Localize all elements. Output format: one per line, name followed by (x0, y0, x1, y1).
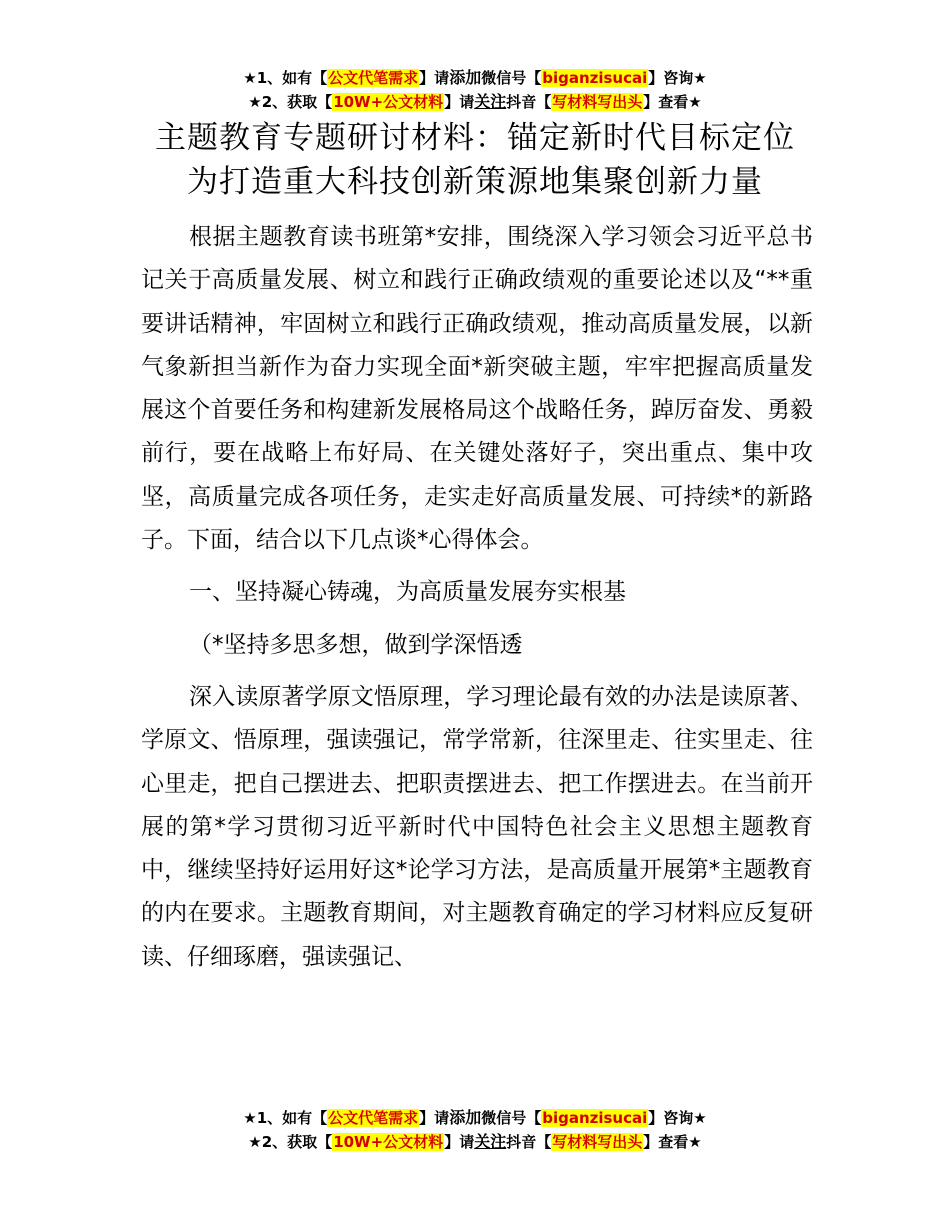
highlight-wechat-id: biganzisucai (542, 69, 648, 87)
highlight-service: 公文代笔需求 (328, 1109, 419, 1127)
document-title (0, 116, 950, 204)
highlight-materials: 10W+公文材料 (333, 1133, 444, 1151)
promo-line-2: ★2、获取【10W+公文材料】请关注抖音【写材料写出头】查看★ (248, 1132, 702, 1151)
promo-line-2: ★2、获取【10W+公文材料】请关注抖音【写材料写出头】查看★ (248, 92, 702, 111)
highlight-wechat-id: biganzisucai (542, 1109, 648, 1127)
bottom-promo-banner (0, 1106, 950, 1154)
title-line-2: 为打造重大科技创新策源地集聚创新力量 (187, 164, 763, 200)
promo-line-1: ★1、如有【公文代笔需求】请添加微信号【biganzisucai】咨询★ (243, 68, 707, 87)
top-promo-banner (0, 66, 950, 114)
promo-line-1: ★1、如有【公文代笔需求】请添加微信号【biganzisucai】咨询★ (243, 1108, 707, 1127)
paragraph-intro: 根据主题教育读书班第*安排，围绕深入学习领会习近平总书记关于高质量发展、树立和践行正确政绩观的重要论述以及“**重要讲话精神，牢固树立和践行正确政绩观，推动高质量发展，以新气象新担当新作为奋力实现全面*新突破主题，牢牢把握高质量发展这个首要任务和构建新发展格局这个战略任务，踔厉奋发、勇毅前行，要在战略上布好局、在关键处落好子，突出重点、集中攻坚，高质量完成各项任务，走实走好高质量发展、可持续*的新路子。下面，结合以下几点谈*心得体会。 (141, 224, 813, 554)
highlight-service: 公文代笔需求 (328, 69, 419, 87)
subsection-heading-1: （*坚持多思多想，做到学深悟透 (189, 631, 523, 658)
title-line-1: 主题教育专题研讨材料：锚定新时代目标定位 (155, 120, 795, 156)
highlight-douyin-id: 写材料写出头 (552, 93, 643, 111)
highlight-materials: 10W+公文材料 (333, 93, 444, 111)
section-heading-1: 一、坚持凝心铸魂，为高质量发展夯实根基 (189, 579, 626, 606)
paragraph-study: 深入读原著学原文悟原理，学习理论最有效的办法是读原著、学原文、悟原理，强读强记，常学常新，往深里走、往实里走、往心里走，把自己摆进去、把职责摆进去、把工作摆进去。在当前开展的第*学习贯彻习近平新时代中国特色社会主义思想主题教育中，继续坚持好运用好这*论学习方法，是高质量开展第*主题教育的内在要求。主题教育期间，对主题教育确定的学习材料应反复研读、仔细琢磨，强读强记、 (141, 683, 813, 970)
document-body (141, 216, 813, 979)
highlight-douyin-id: 写材料写出头 (552, 1133, 643, 1151)
